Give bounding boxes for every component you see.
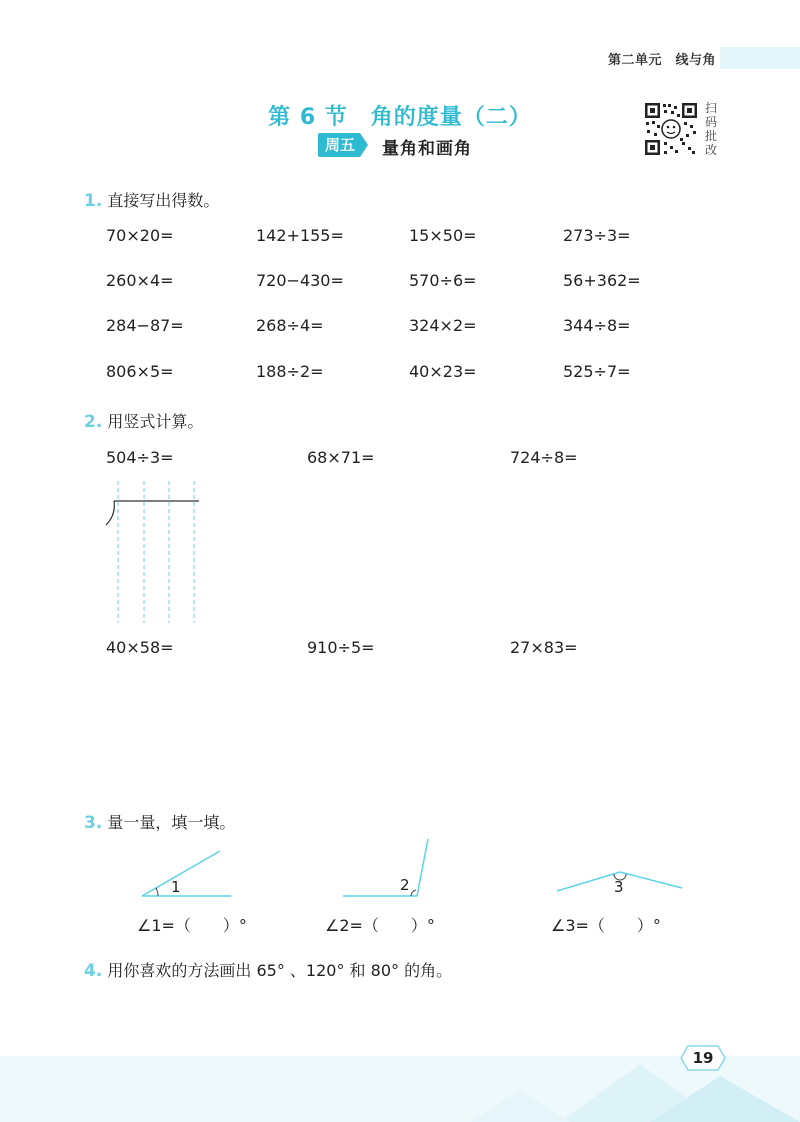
vertical-calc-item: 40×58=: [106, 638, 174, 657]
question-prompt: 量一量，填一填。: [107, 813, 236, 832]
lesson-subtitle: 量角和画角: [382, 139, 472, 159]
mental-math-item: 188÷2=: [256, 362, 324, 381]
question-3-heading: [84, 810, 235, 833]
angle-3-mark: 3: [614, 878, 624, 896]
scan-char: 批: [704, 129, 717, 143]
scan-char: 码: [704, 115, 717, 129]
mental-math-item: 260×4=: [106, 271, 174, 290]
mental-math-item: 40×23=: [409, 362, 477, 381]
question-4-heading: [84, 958, 452, 981]
long-division-guide: [100, 475, 210, 625]
question-prompt: 直接写出得数。: [107, 191, 220, 210]
mental-math-item: 70×20=: [106, 226, 174, 245]
vertical-calc-item: 910÷5=: [307, 638, 375, 657]
day-badge-label: 周五: [324, 136, 355, 154]
page-number: 19: [692, 1049, 714, 1067]
mental-math-item: 56+362=: [563, 271, 641, 290]
vertical-calc-item: 504÷3=: [106, 448, 174, 467]
mental-math-item: 344÷8=: [563, 316, 631, 335]
vertical-calc-item: 724÷8=: [510, 448, 578, 467]
angle-2-figure: [340, 836, 435, 902]
question-prompt: 用竖式计算。: [107, 412, 204, 431]
scan-to-grade-label: [703, 101, 719, 157]
qr-code-icon[interactable]: [644, 102, 698, 156]
mental-math-item: 142+155=: [256, 226, 344, 245]
angle-3-answer-blank[interactable]: ∠3=（ ）°: [551, 916, 661, 935]
header-decor-bar: [720, 47, 800, 69]
mental-math-item: 284−87=: [106, 316, 184, 335]
mental-math-item: 268÷4=: [256, 316, 324, 335]
question-number: 2.: [84, 412, 103, 432]
angle-2-mark: 2: [400, 876, 410, 894]
angle-1-figure: [138, 848, 238, 902]
angle-2-answer-blank[interactable]: ∠2=（ ）°: [325, 916, 435, 935]
mental-math-item: 806×5=: [106, 362, 174, 381]
scan-char: 改: [704, 143, 717, 157]
mental-math-item: 570÷6=: [409, 271, 477, 290]
mental-math-item: 15×50=: [409, 226, 477, 245]
vertical-calc-item: 68×71=: [307, 448, 375, 467]
mental-math-item: 720−430=: [256, 271, 344, 290]
mental-math-item: 525÷7=: [563, 362, 631, 381]
unit-header: 第二单元 线与角: [608, 53, 717, 68]
question-prompt: 用你喜欢的方法画出 65° 、120° 和 80° 的角。: [107, 961, 453, 980]
mental-math-item: 273÷3=: [563, 226, 631, 245]
angle-1-answer-blank[interactable]: ∠1=（ ）°: [137, 916, 247, 935]
question-2-heading: [84, 409, 203, 432]
question-number: 4.: [84, 961, 103, 981]
angle-1-mark: 1: [171, 878, 181, 896]
scan-char: 扫: [704, 101, 717, 115]
vertical-calc-item: 27×83=: [510, 638, 578, 657]
mental-math-item: 324×2=: [409, 316, 477, 335]
question-1-heading: [84, 188, 219, 211]
section-title: 第 6 节 角的度量（二）: [268, 105, 532, 130]
question-number: 1.: [84, 191, 103, 211]
question-number: 3.: [84, 813, 103, 833]
